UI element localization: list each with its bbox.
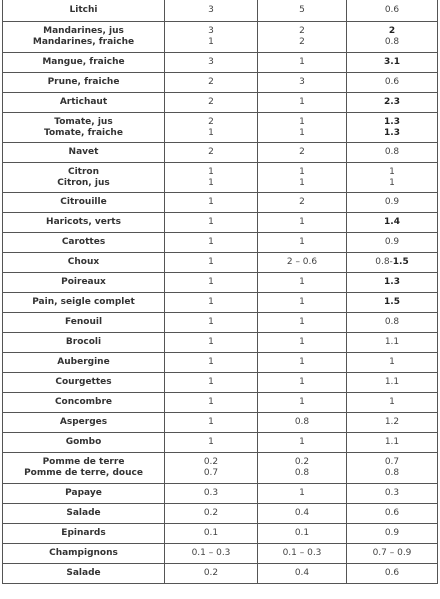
- value-cell-1: [165, 453, 258, 484]
- value-cell-3-line: 1.3: [384, 277, 400, 287]
- value-cell-3-line: 2: [388, 26, 396, 36]
- value-cell-2: [258, 233, 347, 253]
- food-name-cell-line: Epinards: [61, 528, 106, 538]
- data-table: [2, 0, 438, 584]
- value-cell-1: [165, 213, 258, 233]
- value-cell-2-line: 2: [299, 37, 305, 47]
- value-cell-2-line: 1: [299, 488, 305, 498]
- table-body: [3, 0, 438, 584]
- value-cell-1-line: 2: [208, 77, 214, 87]
- food-name-cell: [3, 544, 165, 564]
- food-name-cell: [3, 504, 165, 524]
- value-cell-3: [347, 313, 438, 333]
- value-cell-1-line: 2: [208, 116, 214, 127]
- value-cell-3-line: 0.7 – 0.9: [372, 548, 412, 558]
- value-cell-1: [165, 22, 258, 53]
- food-name-cell: [3, 313, 165, 333]
- value-cell-3: [347, 253, 438, 273]
- value-cell-3: [347, 353, 438, 373]
- food-name-cell: [3, 193, 165, 213]
- value-cell-3: [347, 413, 438, 433]
- table-row: [3, 373, 438, 393]
- table-row: [3, 564, 438, 584]
- value-cell-1-line: 1: [208, 417, 214, 427]
- value-cell-2: [258, 373, 347, 393]
- food-name-cell-line: Salade: [66, 508, 101, 518]
- food-name-cell-line: Pain, seigle complet: [32, 297, 135, 307]
- value-cell-2: [258, 143, 347, 163]
- value-cell-2: [258, 253, 347, 273]
- value-cell-1-line: 0.1: [203, 528, 219, 538]
- food-name-cell-line: Citrouille: [60, 197, 107, 207]
- value-cell-1-line: 1: [208, 166, 214, 177]
- table-row: [3, 253, 438, 273]
- food-name-cell-line: Asperges: [59, 417, 108, 427]
- table-row: [3, 213, 438, 233]
- value-cell-2: [258, 313, 347, 333]
- table-row: [3, 393, 438, 413]
- value-cell-2-line: 0.4: [294, 508, 310, 518]
- value-cell-1: [165, 53, 258, 73]
- value-cell-3-line: 1.1: [384, 337, 400, 347]
- value-cell-3-line: 0.6: [384, 568, 400, 578]
- food-name-cell: [3, 373, 165, 393]
- value-cell-1-line: 1: [208, 127, 214, 138]
- value-cell-2-line: 2: [299, 147, 305, 157]
- value-cell-2-line: 0.2: [294, 457, 310, 467]
- value-cell-3-line: 1.3: [384, 116, 400, 127]
- value-cell-1: [165, 253, 258, 273]
- food-name-cell-line: Mandarines, fraiche: [32, 37, 135, 47]
- value-cell-1-line: 1: [208, 37, 214, 47]
- food-name-cell-line: Champignons: [49, 548, 118, 558]
- value-cell-1-line: 1: [208, 297, 214, 307]
- value-cell-3: [347, 193, 438, 213]
- value-cell-3-part: 0.8-: [375, 257, 393, 267]
- food-name-cell-line: Papaye: [65, 488, 102, 498]
- value-cell-3-line: 0.7: [384, 457, 400, 467]
- value-cell-3-line: 0.6: [384, 77, 400, 87]
- food-name-cell-line: Courgettes: [55, 377, 112, 387]
- food-name-cell: [3, 113, 165, 143]
- food-name-cell: [3, 453, 165, 484]
- table-row: [3, 273, 438, 293]
- value-cell-3-line: 0.3: [384, 488, 400, 498]
- value-cell-1-line: 1: [208, 317, 214, 327]
- food-name-cell: [3, 0, 165, 22]
- value-cell-2-line: 0.1 – 0.3: [282, 548, 322, 558]
- value-cell-1-line: 2: [208, 147, 214, 157]
- table-row: [3, 143, 438, 163]
- food-name-cell: [3, 393, 165, 413]
- value-cell-1-line: 3: [208, 26, 214, 36]
- value-cell-1: [165, 413, 258, 433]
- value-cell-3-line: 0.6: [384, 508, 400, 518]
- value-cell-1-line: 1: [208, 257, 214, 267]
- value-cell-1-line: 0.2: [203, 568, 219, 578]
- table-row: [3, 193, 438, 213]
- value-cell-3: [347, 293, 438, 313]
- value-cell-3: [347, 0, 438, 22]
- value-cell-2: [258, 53, 347, 73]
- food-name-cell-line: Litchi: [69, 5, 98, 15]
- table-row: [3, 524, 438, 544]
- value-cell-1-line: 0.3: [203, 488, 219, 498]
- food-name-cell-line: Pomme de terre: [42, 457, 125, 467]
- value-cell-3-line: 1.5: [384, 297, 400, 307]
- value-cell-2-line: 2: [299, 26, 305, 36]
- value-cell-3: [347, 113, 438, 143]
- value-cell-1: [165, 0, 258, 22]
- value-cell-1-line: 1: [208, 377, 214, 387]
- food-name-cell-line: Artichaut: [59, 97, 108, 107]
- table-row: [3, 453, 438, 484]
- value-cell-3-line: 0.8: [384, 317, 400, 327]
- value-cell-1: [165, 504, 258, 524]
- value-cell-2-line: 1: [299, 377, 305, 387]
- value-cell-3-line: 3.1: [384, 57, 400, 67]
- value-cell-3-line: 0.8: [384, 147, 400, 157]
- value-cell-3: [347, 273, 438, 293]
- value-cell-2: [258, 453, 347, 484]
- value-cell-1-line: 3: [208, 57, 214, 67]
- value-cell-2-line: 0.1: [294, 528, 310, 538]
- value-cell-1: [165, 193, 258, 213]
- table-row: [3, 0, 438, 22]
- value-cell-2: [258, 524, 347, 544]
- food-name-cell: [3, 273, 165, 293]
- value-cell-2: [258, 413, 347, 433]
- value-cell-2: [258, 293, 347, 313]
- value-cell-1: [165, 433, 258, 453]
- value-cell-3-line: 0.6: [384, 5, 400, 15]
- table-row: [3, 163, 438, 193]
- table-row: [3, 113, 438, 143]
- value-cell-3-line: 1.2: [384, 417, 400, 427]
- value-cell-2: [258, 163, 347, 193]
- food-name-cell-line: Fenouil: [64, 317, 103, 327]
- value-cell-2-line: 1: [299, 177, 305, 188]
- food-name-cell-line: Pomme de terre, douce: [24, 468, 143, 478]
- table-row: [3, 293, 438, 313]
- table-row: [3, 93, 438, 113]
- value-cell-2-line: 1: [299, 397, 305, 407]
- value-cell-1-line: 1: [208, 197, 214, 207]
- food-name-cell: [3, 413, 165, 433]
- table-row: [3, 433, 438, 453]
- food-name-cell: [3, 143, 165, 163]
- table-row: [3, 73, 438, 93]
- table-row: [3, 484, 438, 504]
- value-cell-1-line: 1: [208, 177, 214, 188]
- food-name-cell: [3, 213, 165, 233]
- value-cell-1: [165, 333, 258, 353]
- value-cell-1: [165, 313, 258, 333]
- value-cell-3: [347, 213, 438, 233]
- value-cell-2: [258, 0, 347, 22]
- food-name-cell: [3, 93, 165, 113]
- value-cell-2-line: 1: [299, 97, 305, 107]
- value-cell-2: [258, 484, 347, 504]
- value-cell-2: [258, 213, 347, 233]
- value-cell-3: [347, 373, 438, 393]
- food-name-cell: [3, 253, 165, 273]
- table-row: [3, 22, 438, 53]
- food-name-cell: [3, 293, 165, 313]
- value-cell-3-line: 0.9: [384, 237, 400, 247]
- value-cell-2-line: 1: [299, 166, 305, 177]
- value-cell-3: [347, 544, 438, 564]
- value-cell-2-line: 0.4: [294, 568, 310, 578]
- value-cell-3: [347, 53, 438, 73]
- value-cell-3: [347, 233, 438, 253]
- value-cell-2-line: 1: [299, 277, 305, 287]
- food-name-cell: [3, 73, 165, 93]
- value-cell-2-line: 2: [299, 197, 305, 207]
- table-row: [3, 353, 438, 373]
- value-cell-1: [165, 93, 258, 113]
- value-cell-2-line: 1: [299, 437, 305, 447]
- food-name-cell-line: Navet: [68, 147, 99, 157]
- value-cell-1: [165, 393, 258, 413]
- value-cell-1-line: 0.7: [203, 468, 219, 478]
- food-name-cell: [3, 484, 165, 504]
- value-cell-3-line: 1.1: [384, 437, 400, 447]
- food-name-cell: [3, 163, 165, 193]
- food-name-cell-line: Salade: [66, 568, 101, 578]
- value-cell-3: [347, 504, 438, 524]
- value-cell-3: [347, 564, 438, 584]
- value-cell-1-line: 0.2: [203, 508, 219, 518]
- value-cell-2: [258, 22, 347, 53]
- value-cell-1: [165, 233, 258, 253]
- value-cell-3-line: 0.9: [384, 528, 400, 538]
- value-cell-2: [258, 393, 347, 413]
- value-cell-3: [347, 333, 438, 353]
- value-cell-3: [347, 453, 438, 484]
- value-cell-3: [347, 93, 438, 113]
- table-row: [3, 544, 438, 564]
- value-cell-2: [258, 93, 347, 113]
- value-cell-1-line: 1: [208, 237, 214, 247]
- value-cell-2: [258, 433, 347, 453]
- value-cell-1-line: 1: [208, 277, 214, 287]
- table-row: [3, 233, 438, 253]
- value-cell-2-line: 1: [299, 297, 305, 307]
- food-name-cell: [3, 22, 165, 53]
- food-name-cell-line: Carottes: [61, 237, 106, 247]
- value-cell-1-line: 0.2: [203, 457, 219, 467]
- food-name-cell: [3, 524, 165, 544]
- value-cell-3: [347, 393, 438, 413]
- value-cell-1-line: 1: [208, 357, 214, 367]
- food-name-cell-line: Brocoli: [65, 337, 102, 347]
- food-name-cell-line: Gombo: [65, 437, 102, 447]
- value-cell-1-line: 3: [208, 5, 214, 15]
- value-cell-2-line: 0.8: [294, 417, 310, 427]
- value-cell-2: [258, 544, 347, 564]
- value-cell-3-line: 2.3: [384, 97, 400, 107]
- value-cell-1-line: 1: [208, 437, 214, 447]
- food-name-cell: [3, 564, 165, 584]
- table-row: [3, 333, 438, 353]
- value-cell-1: [165, 143, 258, 163]
- value-cell-2-line: 1: [299, 337, 305, 347]
- value-cell-2-line: 1: [299, 357, 305, 367]
- food-name-cell: [3, 353, 165, 373]
- value-cell-3: [347, 143, 438, 163]
- value-cell-1: [165, 484, 258, 504]
- value-cell-1-line: 1: [208, 217, 214, 227]
- value-cell-1-line: 1: [208, 337, 214, 347]
- value-cell-3-line: 1: [389, 357, 395, 367]
- table-row: [3, 53, 438, 73]
- value-cell-3-line: 1: [389, 177, 395, 188]
- value-cell-2-line: 1: [299, 237, 305, 247]
- food-name-cell: [3, 53, 165, 73]
- value-cell-2-line: 3: [299, 77, 305, 87]
- value-cell-3: [347, 22, 438, 53]
- value-cell-2: [258, 273, 347, 293]
- value-cell-1: [165, 544, 258, 564]
- value-cell-1: [165, 373, 258, 393]
- value-cell-2-line: 2 – 0.6: [286, 257, 318, 267]
- value-cell-2-line: 0.8: [294, 468, 310, 478]
- value-cell-3-line: 0.8: [384, 37, 400, 47]
- food-name-cell: [3, 433, 165, 453]
- value-cell-2-line: 1: [299, 127, 305, 138]
- table-row: [3, 504, 438, 524]
- value-cell-2-line: 1: [299, 57, 305, 67]
- value-cell-2: [258, 564, 347, 584]
- food-name-cell-line: Citron: [67, 166, 100, 177]
- food-name-cell-line: Tomate, jus: [54, 116, 113, 127]
- table-row: [3, 313, 438, 333]
- value-cell-1: [165, 564, 258, 584]
- value-cell-3-line: 0.9: [384, 197, 400, 207]
- value-cell-3: [347, 484, 438, 504]
- value-cell-1: [165, 163, 258, 193]
- value-cell-2: [258, 73, 347, 93]
- value-cell-2: [258, 113, 347, 143]
- food-name-cell-line: Aubergine: [57, 357, 110, 367]
- food-name-cell: [3, 333, 165, 353]
- food-name-cell-line: Concombre: [54, 397, 113, 407]
- value-cell-1-line: 2: [208, 97, 214, 107]
- value-cell-2: [258, 333, 347, 353]
- food-name-cell-line: Mandarines, jus: [43, 26, 124, 36]
- value-cell-3-line: 1.4: [384, 217, 400, 227]
- value-cell-1: [165, 73, 258, 93]
- value-cell-1: [165, 353, 258, 373]
- value-cell-3-part-bold: 1.5: [392, 257, 409, 267]
- value-cell-3: [347, 163, 438, 193]
- value-cell-3-line: 1.1: [384, 377, 400, 387]
- food-name-cell: [3, 233, 165, 253]
- value-cell-1: [165, 524, 258, 544]
- value-cell-1: [165, 113, 258, 143]
- value-cell-2: [258, 193, 347, 213]
- food-name-cell-line: Choux: [67, 257, 100, 267]
- value-cell-3: [347, 433, 438, 453]
- value-cell-3: [347, 73, 438, 93]
- value-cell-1: [165, 273, 258, 293]
- food-name-cell-line: Mangue, fraiche: [42, 57, 125, 67]
- food-name-cell-line: Citron, jus: [57, 177, 110, 188]
- value-cell-3-line: 1: [389, 397, 395, 407]
- food-name-cell-line: Prune, fraiche: [47, 77, 120, 87]
- value-cell-2: [258, 353, 347, 373]
- value-cell-2-line: 1: [299, 116, 305, 127]
- value-cell-1-line: 1: [208, 397, 214, 407]
- value-cell-3-line: 0.8: [384, 468, 400, 478]
- value-cell-2-line: 1: [299, 217, 305, 227]
- food-name-cell-line: Haricots, verts: [46, 217, 121, 227]
- value-cell-2: [258, 504, 347, 524]
- food-name-cell-line: Poireaux: [61, 277, 106, 287]
- value-cell-2-line: 5: [299, 5, 305, 15]
- value-cell-2-line: 1: [299, 317, 305, 327]
- food-name-cell-line: Tomate, fraiche: [44, 127, 123, 138]
- value-cell-3: [347, 524, 438, 544]
- value-cell-1-line: 0.1 – 0.3: [191, 548, 231, 558]
- table-row: [3, 413, 438, 433]
- value-cell-1: [165, 293, 258, 313]
- value-cell-3-line: 1: [389, 166, 395, 177]
- value-cell-3-line: 1.3: [384, 127, 400, 138]
